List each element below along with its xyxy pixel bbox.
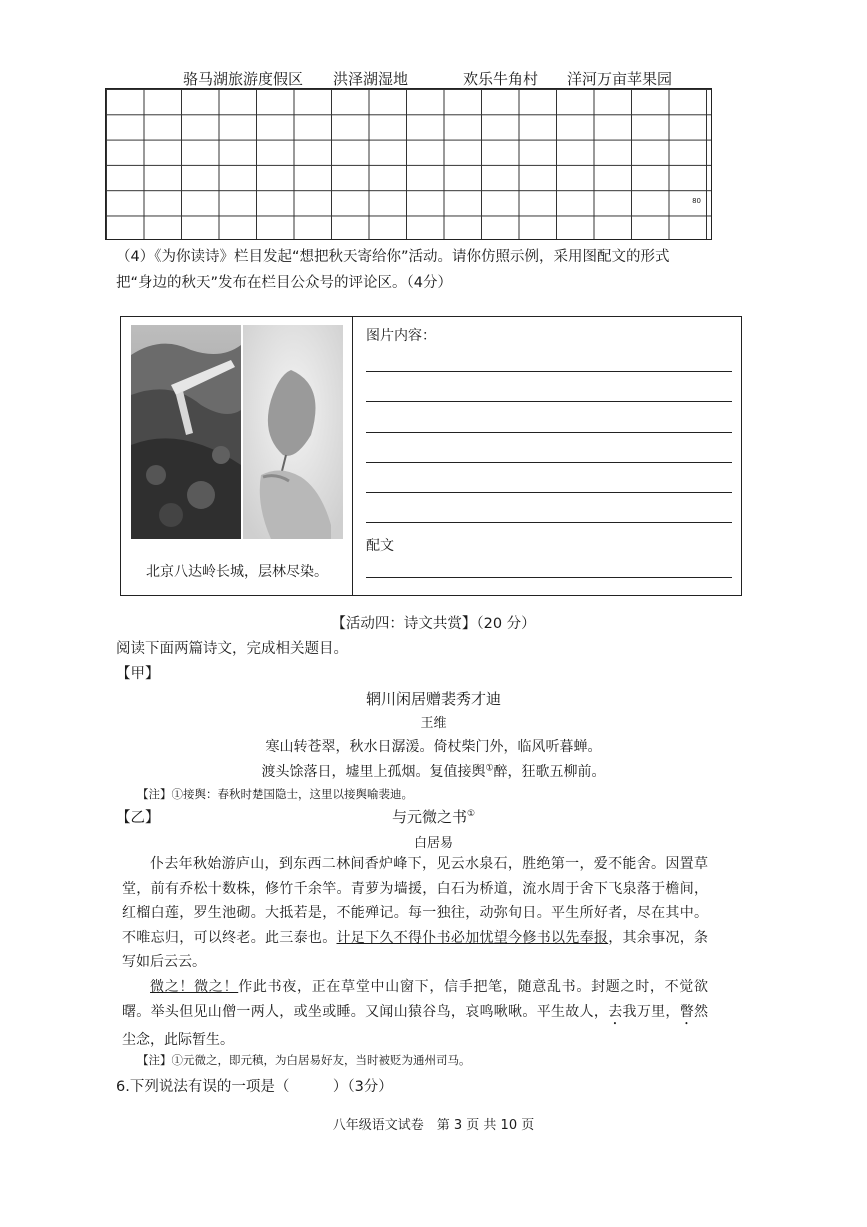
jia-tag: 【甲】 bbox=[116, 666, 160, 682]
example-caption: 北京八达岭长城，层林尽染。 bbox=[146, 564, 328, 580]
jia-poem-line-1: 寒山转苍翠，秋水日潺湲。倚杖柴门外，临风听暮蝉。 bbox=[265, 739, 602, 755]
example-photo bbox=[131, 325, 343, 539]
jia-poem-line-2 bbox=[0, 761, 867, 781]
yi-paragraph-2-text: 作此书夜，正在草堂中山窗下，信手把笔，随意乱书。封题之时，不觉欲曙。举头但见山僧一两人，或坐或睡。又闻山猿谷鸟，哀鸣啾啾。平生故人， bbox=[122, 979, 709, 1020]
dotted-character: 去 bbox=[608, 1003, 623, 1020]
yi-paragraph-2-end: 然尘念，此际暂生。 bbox=[122, 1003, 709, 1048]
yi-paragraph-2-start: 微之！微之！ bbox=[150, 979, 239, 995]
answer-line[interactable] bbox=[366, 371, 732, 372]
yi-paragraph-2-text-2: 我万里， bbox=[622, 1003, 680, 1020]
answer-line[interactable] bbox=[366, 462, 732, 463]
yi-paragraph-1-end: ，其余事况，条写如后云云。 bbox=[122, 929, 709, 970]
question-4 bbox=[116, 244, 716, 296]
place-name: 洪泽湖湿地 bbox=[333, 70, 409, 88]
answer-line[interactable] bbox=[366, 522, 732, 523]
yi-paragraph-2 bbox=[122, 975, 708, 1052]
image-content-label: 图片内容： bbox=[366, 328, 436, 344]
answer-line[interactable] bbox=[366, 577, 732, 578]
yi-tag: 【乙】 bbox=[116, 810, 160, 826]
yi-author: 白居易 bbox=[413, 836, 453, 851]
example-panel bbox=[120, 316, 742, 596]
jia-author: 王维 bbox=[420, 716, 447, 731]
place-name: 洋河万亩苹果园 bbox=[567, 70, 673, 88]
yi-title bbox=[0, 806, 867, 827]
caption-text-label: 配文 bbox=[366, 538, 394, 554]
activity-4-instruction: 阅读下面两篇诗文，完成相关题目。 bbox=[116, 641, 348, 657]
example-photo-image bbox=[131, 325, 343, 539]
yi-paragraph-1-text: 仆去年秋始游庐山，到东西二林间香炉峰下，见云水泉石，胜绝第一，爱不能舍。因置草堂，前有乔松十数株，修竹千余竿。青萝为墙援，白石为桥道，流水周于舍下飞泉落于檐间，红榴白莲，罗生池砌。大抵若是，不能殚记。每一独往，动弥旬日。平生所好者，尽在其中。不唯忘归，可以终老。此三泰也。 bbox=[122, 856, 708, 946]
underlined-sentence: 计足下久不得仆书必加忧望今修书以先奉报 bbox=[336, 929, 609, 946]
dotted-character: 瞥 bbox=[679, 1003, 695, 1020]
yi-note: 【注】①元微之，即元稹，为白居易好友，当时被贬为通州司马。 bbox=[137, 1053, 471, 1067]
question-6: 6.下列说法有误的一项是（ ）（3分） bbox=[116, 1079, 393, 1095]
yi-paragraph-1 bbox=[122, 852, 708, 975]
page-footer: 八年级语文试卷 第 3 页 共 10 页 bbox=[332, 1118, 535, 1133]
question-4-line2: 把“身边的秋天”发布在栏目公众号的评论区。（4分） bbox=[116, 275, 452, 291]
place-name: 欢乐牛角村 bbox=[463, 70, 539, 88]
footnote-marker: ① bbox=[466, 809, 476, 819]
question-4-line1: （4）《为你读诗》栏目发起“想把秋天寄给你”活动。请你仿照示例，采用图配文的形式 bbox=[116, 249, 670, 265]
grid-count-mark: 80 bbox=[692, 197, 701, 205]
answer-line[interactable] bbox=[366, 401, 732, 402]
footnote-marker: ① bbox=[485, 763, 494, 774]
example-photo-box bbox=[121, 317, 353, 595]
answer-line[interactable] bbox=[366, 492, 732, 493]
jia-note: 【注】①接舆：春秋时楚国隐士，这里以接舆喻裴迪。 bbox=[137, 787, 413, 801]
example-write-area bbox=[366, 317, 736, 595]
jia-poem-line-2-part1: 渡头馀落日，墟里上孤烟。复值接舆 bbox=[261, 764, 486, 780]
yi-title-text: 与元微之书 bbox=[391, 808, 467, 826]
place-name: 骆马湖旅游度假区 bbox=[183, 70, 304, 88]
activity-4-title: 【活动四：诗文共赏】（20 分） bbox=[331, 616, 536, 632]
answer-grid[interactable] bbox=[105, 88, 712, 240]
answer-line[interactable] bbox=[366, 432, 732, 433]
jia-title: 辋川闲居赠裴秀才迪 bbox=[365, 690, 501, 708]
jia-poem-line-2-part2: 醉，狂歌五柳前。 bbox=[493, 764, 606, 780]
